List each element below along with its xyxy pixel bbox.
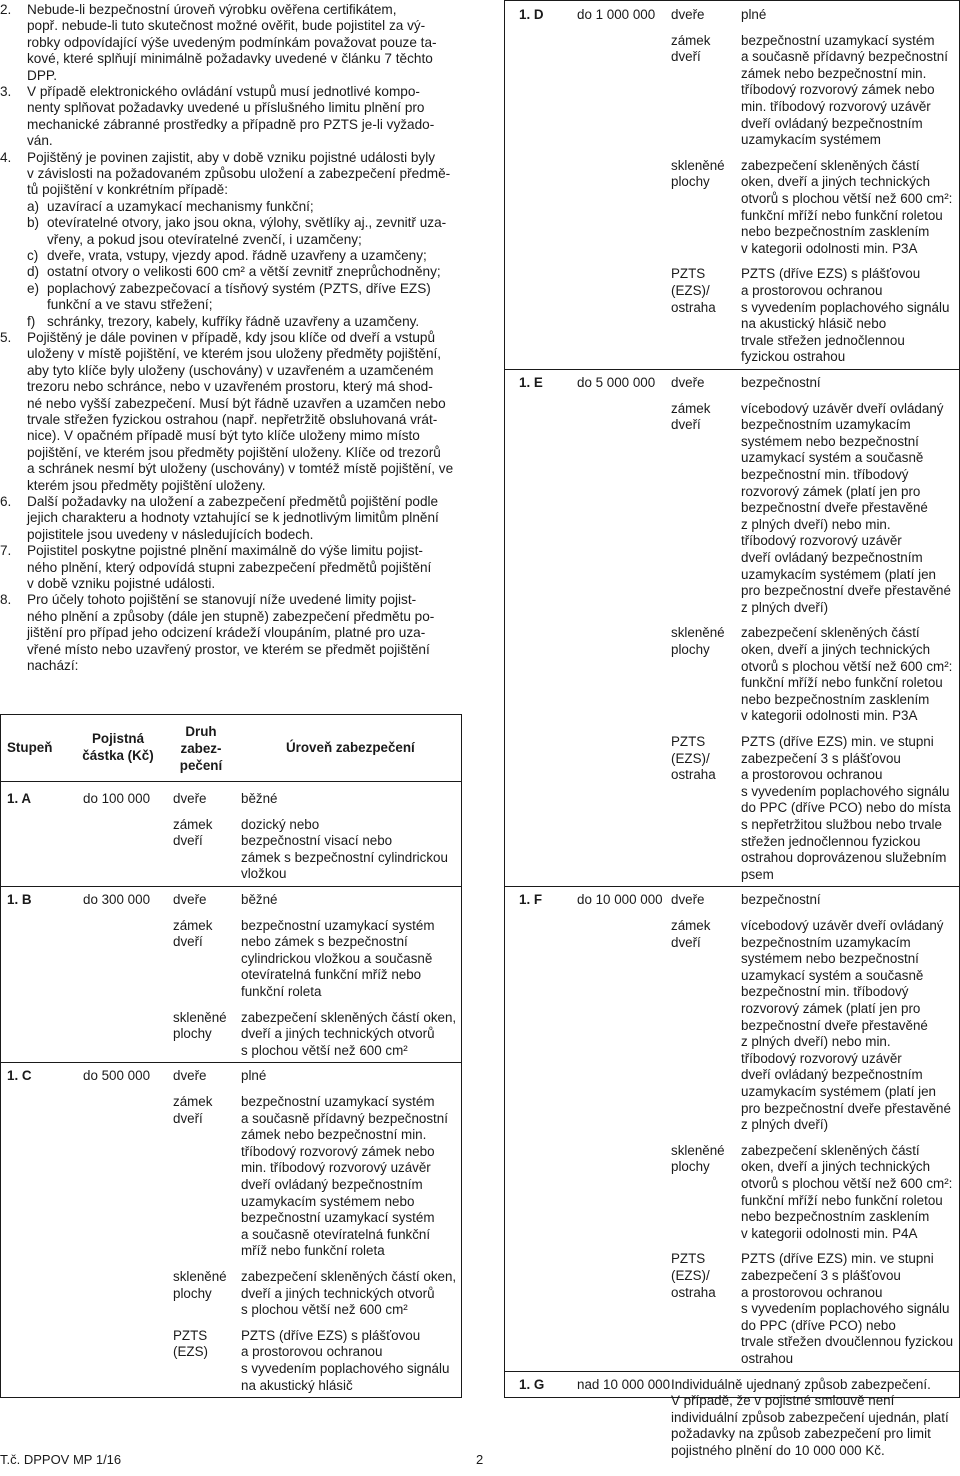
numbered-paragraph	[0, 494, 489, 543]
paragraph-line: nachází:	[27, 658, 79, 674]
paragraph-line: jejich charakteru a hodnoty vztahující se k jednotlivým limitům plnění	[27, 510, 439, 526]
row-type-line: zámek	[671, 400, 711, 416]
row-type-line: (EZS)/	[671, 283, 710, 298]
row-desc-line: psem	[741, 866, 774, 882]
row-type-line: zámek	[173, 816, 213, 832]
insured-amount: do 5 000 000	[577, 375, 656, 390]
row-type-line: dveří	[671, 934, 701, 950]
paragraph-subitem	[27, 314, 489, 330]
row-desc-line: oken, dveří a jiných technických	[741, 642, 931, 657]
paragraph-number: 3.	[0, 84, 12, 99]
row-desc-line: zámek nebo bezpečnostní min.	[741, 65, 927, 81]
row-desc-line: vložkou	[241, 866, 287, 882]
paragraph-line: trvale střežen fyzickou ostrahou (např. nepřetržitě obsluhovaná vrát-	[27, 412, 438, 428]
row-desc-line: PZTS (dříve EZS) s plášťovou	[741, 266, 921, 282]
paragraph-line: ván.	[27, 133, 53, 149]
stage-note-line: pojistného plnění do 10 000 000 Kč.	[671, 1443, 885, 1458]
row-desc-line: a prostorovou ochranou	[741, 283, 883, 298]
row-desc-line: bezpečnostní uzamykací systém	[241, 1210, 435, 1226]
level-label: běžné	[241, 892, 278, 907]
row-desc-line: dveří a jiných technických otvorů	[241, 1026, 435, 1042]
section-divider	[505, 1371, 959, 1372]
row-desc-line: systémem nebo bezpečnostní	[741, 433, 919, 449]
paragraph-line: vřené místo nebo uzavřený prostor, ve kterém se předmět pojištění	[27, 641, 430, 657]
paragraph-line: uloženy v místě pojištění, ve kterém jsou uloženy předměty pojištění,	[27, 346, 442, 362]
row-desc-line: zabezpečení skleněných částí	[741, 1142, 920, 1158]
row-type-line: zámek	[671, 32, 711, 48]
paragraph-number: 4.	[0, 149, 12, 165]
row-desc-line: cylindrickou vložkou a současně	[241, 950, 433, 966]
paragraph-line: ného plnění a způsoby (dále jen stupně) zabezpečení předmětu po-	[27, 608, 435, 624]
header-uroven: Úroveň zabezpečení	[286, 740, 415, 755]
paragraph-line: kové, které splňují minimálně požadavky uvedené v článku 7 těchto	[27, 51, 433, 67]
row-desc-line: bezpečnostní uzamykací systém	[741, 32, 935, 48]
row-desc-line: tříbodový rozvorový uzávěr	[741, 533, 902, 549]
row-desc-line: do PPC (dříve PCO) nebo	[741, 1317, 896, 1333]
paragraph-line: trezoru nebo schránce, nebo v uzavřeném prostoru, který má shod-	[27, 379, 433, 395]
row-desc-line: zabezpečení skleněných částí	[741, 157, 920, 173]
row-desc-line: s nepřetržitou službou nebo trvale	[741, 817, 942, 832]
row-desc-line: v kategorii odolnosti min. P4A	[741, 1225, 918, 1241]
row-desc-line: uzamykací systém a současně	[741, 967, 924, 983]
subitem-line: ostatní otvory o velikosti 600 cm² a větší zevnitř zneprůchodněny;	[47, 264, 441, 280]
row-desc-line: otvorů s plochou větší než 600 cm²:	[741, 658, 953, 674]
subitem-line: uzavírací a uzamykací mechanismy funkční;	[47, 198, 314, 214]
insured-amount: do 500 000	[83, 1068, 151, 1084]
row-desc-line: z plných dveří) nebo min.	[741, 516, 891, 532]
section-divider	[505, 886, 959, 887]
header-divider	[1, 781, 461, 782]
stage-label: 1. D	[519, 7, 544, 22]
numbered-paragraph	[0, 592, 489, 674]
footer-doc-id: T.č. DPPOV MP 1/16	[0, 1452, 122, 1467]
row-desc-line: střežen jednočlennou fyzickou	[741, 833, 921, 849]
stage-note-line: Individuálně ujednaný způsob zabezpečení.	[671, 1376, 931, 1392]
header-castka: Pojistná částka (Kč)	[82, 731, 154, 763]
row-desc-line: zabezpečení skleněných částí	[741, 625, 920, 641]
paragraph-subitem	[27, 281, 489, 314]
numbered-paragraph	[0, 2, 489, 84]
row-type-line: PZTS	[671, 266, 706, 282]
paragraph-line: Pojištěný je povinen zajistit, aby v době vzniku pojistné události byly	[27, 149, 436, 165]
row-desc-line: uzamykacím systémem (platí jen	[741, 566, 936, 582]
paragraph-line: DPP.	[27, 67, 57, 83]
row-desc-line: bezpečnostní uzamykací systém	[241, 917, 435, 933]
row-desc-line: bezpečnostním uzamykacím	[741, 417, 911, 433]
row-desc-line: funkční mříží nebo funkční roletou	[741, 675, 943, 691]
row-desc-line: otevíratelná funkční mříž nebo	[241, 967, 422, 983]
row-desc-line: bezpečnostní uzamykací systém	[241, 1094, 435, 1109]
row-type-line: PZTS	[173, 1327, 208, 1343]
paragraph-line: mechanické zábranné prostředky a případně pro PZTS je-li vyžado-	[27, 116, 435, 132]
paragraph-line: nenty splňovat požadavky uvedené u příslušného limitu plnění pro	[27, 100, 425, 116]
paragraph-number: 5.	[0, 330, 12, 345]
row-desc-line: rozvorový zámek (platí jen pro	[741, 1001, 921, 1016]
paragraph-line: jištění pro případ jeho odcizení krádeží vloupáním, platné pro uza-	[27, 625, 426, 641]
row-desc-line: tříbodový rozvorový uzávěr	[741, 1050, 902, 1066]
row-desc-line: dozický nebo	[241, 816, 320, 832]
stage-label: 1. B	[7, 892, 32, 907]
row-desc-line: s vyvedením poplachového signálu	[241, 1361, 450, 1376]
row-desc-line: z plných dveří)	[741, 599, 829, 615]
subitem-line: dveře, vrata, vstupy, vjezdy apod. řádně uzavřeny a uzamčeny;	[47, 248, 427, 264]
subitem-line: poplachový zabezpečovací a tísňový systém (PZTS, dříve EZS)	[47, 280, 431, 296]
paragraph-number: 7.	[0, 543, 12, 559]
row-desc-line: a současně přídavný bezpečnostní	[241, 1110, 448, 1126]
section-divider	[505, 369, 959, 370]
subitem-label: c)	[27, 248, 39, 264]
row-desc-line: s vyvedením poplachového signálu	[741, 783, 950, 799]
paragraph-line: a schránek nesmí být uloženy (uschovány) v tomtéž místě pojištění, ve	[27, 461, 454, 477]
row-desc-line: otvorů s plochou větší než 600 cm²:	[741, 191, 953, 206]
row-type-line: dveří	[173, 833, 203, 849]
row-type-line: skleněné	[671, 157, 725, 173]
header-stupen: Stupeň	[7, 740, 53, 755]
stage-note-line: požadavky na způsob zabezpečení pro limit	[671, 1426, 931, 1442]
insured-amount: do 1 000 000	[577, 7, 656, 22]
row-type-line: zámek	[173, 1094, 213, 1109]
subitem-label: d)	[27, 264, 40, 280]
numbered-paragraph	[0, 84, 489, 150]
row-desc-line: uzamykacím systémem nebo	[241, 1193, 415, 1209]
level-label: bezpečnostní	[741, 375, 821, 390]
insured-amount: do 10 000 000	[577, 892, 663, 908]
paragraph-line: V případě elektronického ovládání vstupů musí jednotlivé kompo-	[27, 84, 420, 99]
row-type-line: plochy	[671, 174, 710, 190]
level-label: běžné	[241, 791, 278, 806]
row-desc-line: zabezpečení skleněných částí oken,	[241, 1009, 457, 1025]
row-type-line: plochy	[173, 1026, 212, 1042]
row-desc-line: bezpečnostní min. tříbodový	[741, 467, 909, 482]
row-desc-line: s plochou větší než 600 cm²	[241, 1042, 408, 1058]
row-desc-line: a prostorovou ochranou	[741, 1284, 883, 1300]
row-type-line: skleněné	[671, 625, 725, 641]
paragraph-subitem	[27, 248, 489, 264]
row-desc-line: funkční roleta	[241, 984, 322, 999]
subitem-label: a)	[27, 198, 40, 214]
row-desc-line: do PPC (dříve PCO) nebo do místa	[741, 800, 951, 816]
subitem-line: otevíratelné otvory, jako jsou okna, výlohy, světlíky aj., zevnitř uza-	[47, 215, 447, 231]
type-label: dveře	[173, 1068, 207, 1084]
row-type-line: dveří	[671, 417, 701, 433]
paragraph-line: pojištění, ve kterém jsou předměty pojištění uloženy. Klíče od trezorů	[27, 444, 441, 460]
row-desc-line: a prostorovou ochranou	[741, 767, 883, 783]
insured-amount: nad 10 000 000	[577, 1376, 671, 1392]
paragraph-line: Nebude-li bezpečnostní úroveň výrobku ověřena certifikátem,	[27, 2, 397, 17]
subitem-line: schránky, trezory, kabely, kufříky řádně uzavřeny a uzamčeny.	[47, 313, 420, 329]
row-desc-line: vícebodový uzávěr dveří ovládaný	[741, 400, 944, 416]
row-type-line: zámek	[671, 918, 711, 933]
security-levels-table-right	[504, 0, 960, 1458]
row-desc-line: oken, dveří a jiných technických	[741, 174, 931, 190]
row-desc-line: min. tříbodový rozvorový uzávěr	[241, 1160, 431, 1176]
security-levels-table-left	[0, 714, 462, 1398]
row-desc-line: uzamykací systém a současně	[741, 450, 924, 466]
type-label: dveře	[671, 375, 705, 390]
paragraph-line: tů pojištění v konkrétním případě:	[27, 182, 228, 198]
row-desc-line: nebo bezpečnostním zasklením	[741, 691, 930, 707]
row-desc-line: otvorů s plochou větší než 600 cm²:	[741, 1176, 953, 1191]
row-type-line: (EZS)/	[671, 1268, 710, 1283]
row-type-line: ostraha	[671, 767, 716, 783]
type-label: dveře	[173, 791, 207, 806]
subitem-label: b)	[27, 215, 40, 231]
row-type-line: dveří	[671, 49, 701, 65]
row-type-line: skleněné	[173, 1009, 227, 1025]
stage-label: 1. A	[7, 791, 32, 806]
row-desc-line: zabezpečení 3 s plášťovou	[741, 750, 901, 766]
row-desc-line: min. tříbodový rozvorový uzávěr	[741, 99, 931, 114]
row-desc-line: fyzickou ostrahou	[741, 349, 846, 365]
row-type-line: skleněné	[671, 1142, 725, 1158]
stage-note-line: individuální způsob zabezpečení ujednán, platí	[671, 1409, 949, 1425]
row-desc-line: a současně otevíratelná funkční	[241, 1226, 431, 1242]
row-desc-line: mříž nebo funkční roleta	[241, 1243, 385, 1259]
paragraph-line: Pojistitel poskytne pojistné plnění maximálně do výše limitu pojist-	[27, 543, 423, 559]
stage-label: 1. E	[519, 375, 543, 390]
paragraph-line: pojistitele jsou uvedeny v následujících bodech.	[27, 526, 314, 542]
paragraph-line: kterém jsou předměty pojištění uloženy.	[27, 477, 266, 493]
numbered-paragraph	[0, 330, 489, 494]
row-desc-line: zabezpečení skleněných částí oken,	[241, 1269, 457, 1284]
row-desc-line: oken, dveří a jiných technických	[741, 1159, 931, 1175]
row-desc-line: a současně přídavný bezpečnostní	[741, 49, 948, 65]
paragraph-line: Další požadavky na uložení a zabezpečení předmětů pojištění podle	[27, 494, 439, 509]
paragraph-line: popř. nebude-li tuto skutečnost možné ověřit, bude pojistitel za vý-	[27, 18, 426, 34]
row-desc-line: zámek nebo bezpečnostní min.	[241, 1127, 427, 1143]
section-divider	[1, 1062, 461, 1063]
paragraph-number: 8.	[0, 592, 12, 608]
paragraph-line: v závislosti na požadovaném způsobu uložení a zabezpečení předmě-	[27, 166, 451, 181]
row-desc-line: a prostorovou ochranou	[241, 1344, 383, 1360]
row-type-line: (EZS)/	[671, 750, 710, 766]
subitem-line: vřeny, a pokud jsou otevíratelné zvenčí, i uzamčeny;	[47, 231, 362, 247]
row-desc-line: uzamykacím systémem (platí jen	[741, 1084, 936, 1099]
row-desc-line: z plných dveří) nebo min.	[741, 1034, 891, 1050]
row-type-line: zámek	[173, 917, 213, 933]
paragraph-line: Pro účely tohoto pojištění se stanovují níže uvedené limity pojist-	[27, 592, 417, 608]
row-desc-line: dveří ovládaný bezpečnostním	[741, 550, 923, 565]
row-desc-line: PZTS (dříve EZS) min. ve stupni	[741, 734, 934, 749]
row-desc-line: uzamykacím systémem	[741, 132, 881, 148]
subitem-label: e)	[27, 280, 40, 296]
paragraph-subitem	[27, 264, 489, 280]
type-label: dveře	[173, 892, 207, 907]
row-desc-line: PZTS (dříve EZS) min. ve stupni	[741, 1251, 934, 1267]
row-type-line: ostraha	[671, 299, 716, 315]
paragraph-line: aby tyto klíče byly uloženy (uschovány) v uzavřeném a uzamčeném	[27, 362, 434, 378]
stage-label: 1. G	[519, 1376, 545, 1392]
footer-page-number: 2	[476, 1452, 484, 1467]
paragraph-line: né nebo vyšší zabezpečení. Musí být řádně uzavřen a uzamčen nebo	[27, 395, 446, 411]
numbered-paragraph	[0, 150, 489, 330]
row-desc-line: systémem nebo bezpečnostní	[741, 951, 919, 967]
row-type-line: (EZS)	[173, 1344, 208, 1360]
paragraph-number: 2.	[0, 2, 12, 17]
row-desc-line: funkční mříží nebo funkční roletou	[741, 1192, 943, 1208]
subitem-label: f)	[27, 313, 36, 329]
row-desc-line: tříbodový rozvorový zámek nebo	[241, 1143, 435, 1159]
row-desc-line: funkční mříží nebo funkční roletou	[741, 207, 943, 223]
row-type-line: dveří	[173, 1110, 203, 1126]
level-label: plné	[741, 7, 767, 22]
row-desc-line: dveří ovládaný bezpečnostním	[241, 1177, 423, 1192]
paragraph-number: 6.	[0, 494, 12, 509]
row-desc-line: dveří ovládaný bezpečnostním	[741, 115, 923, 131]
row-desc-line: rozvorový zámek (platí jen pro	[741, 483, 921, 499]
row-desc-line: pro bezpečnostní dveře přestavěné	[741, 1100, 951, 1116]
row-desc-line: pro bezpečnostní dveře přestavěné	[741, 583, 951, 599]
insured-amount: do 300 000	[83, 892, 151, 907]
row-type-line: dveří	[173, 934, 203, 950]
row-desc-line: s vyvedením poplachového signálu	[741, 299, 950, 315]
section-divider	[1, 886, 461, 887]
row-desc-line: nebo zámek s bezpečnostní	[241, 934, 408, 950]
row-desc-line: z plných dveří)	[741, 1117, 829, 1133]
row-type-line: plochy	[173, 1285, 212, 1301]
paragraph-line: nice). V opačném případě musí být tyto klíče uloženy mimo místo	[27, 428, 420, 444]
type-label: dveře	[671, 892, 705, 908]
row-desc-line: trvale střežen dvoučlennou fyzickou	[741, 1334, 954, 1350]
row-type-line: plochy	[671, 642, 710, 657]
row-type-line: skleněné	[173, 1269, 227, 1284]
row-desc-line: na akustický hlásič	[241, 1377, 353, 1393]
row-type-line: plochy	[671, 1159, 710, 1175]
level-label: bezpečnostní	[741, 892, 821, 908]
row-desc-line: ostrahou	[741, 1351, 794, 1366]
row-type-line: PZTS	[671, 734, 706, 749]
row-desc-line: vícebodový uzávěr dveří ovládaný	[741, 918, 944, 933]
row-desc-line: v kategorii odolnosti min. P3A	[741, 708, 918, 724]
row-desc-line: nebo bezpečnostním zasklením	[741, 224, 930, 240]
stage-label: 1. F	[519, 892, 543, 908]
subitem-line: funkční a ve stavu střežení;	[47, 297, 213, 313]
paragraph-line: robky odpovídající výše uvedeným podmínkám považovat pouze ta-	[27, 34, 437, 50]
paragraph-line: ného plnění, který odpovídá stupni zabezpečení předmětů pojištění	[27, 559, 432, 575]
paragraph-line: Pojištěný je dále povinen v případě, kdy jsou klíče od dveří a vstupů	[27, 330, 436, 345]
row-desc-line: nebo bezpečnostním zasklením	[741, 1209, 930, 1225]
row-desc-line: zámek s bezpečnostní cylindrickou	[241, 849, 448, 865]
level-label: plné	[241, 1068, 267, 1084]
type-label: dveře	[671, 7, 705, 22]
row-desc-line: tříbodový rozvorový zámek nebo	[741, 82, 935, 98]
row-desc-line: bezpečnostní min. tříbodový	[741, 984, 909, 1000]
row-desc-line: bezpečnostní dveře přestavěné	[741, 500, 928, 516]
row-desc-line: s plochou větší než 600 cm²	[241, 1302, 408, 1318]
row-desc-line: dveří a jiných technických otvorů	[241, 1285, 435, 1301]
row-type-line: PZTS	[671, 1251, 706, 1267]
stage-note-line: V případě, že v pojistné smlouvě není	[671, 1393, 895, 1409]
numbered-paragraph	[0, 543, 489, 592]
row-desc-line: zabezpečení 3 s plášťovou	[741, 1268, 901, 1283]
row-desc-line: na akustický hlásič nebo	[741, 316, 887, 332]
row-type-line: ostraha	[671, 1284, 716, 1300]
row-desc-line: s vyvedením poplachového signálu	[741, 1301, 950, 1317]
stage-label: 1. C	[7, 1068, 32, 1084]
header-druh: Druh zabez- pečení	[179, 724, 223, 773]
paragraph-line: v době vzniku pojistné události.	[27, 576, 216, 591]
row-desc-line: v kategorii odolnosti min. P3A	[741, 240, 918, 256]
row-desc-line: bezpečnostním uzamykacím	[741, 934, 911, 950]
row-desc-line: PZTS (dříve EZS) s plášťovou	[241, 1327, 421, 1343]
row-desc-line: bezpečnostní visací nebo	[241, 833, 393, 849]
row-desc-line: dveří ovládaný bezpečnostním	[741, 1067, 923, 1083]
paragraph-subitem	[27, 199, 489, 215]
table-header	[1, 715, 461, 781]
row-desc-line: ostrahou doprovázenou služebním	[741, 850, 947, 866]
insured-amount: do 100 000	[83, 791, 151, 806]
row-desc-line: trvale střežen jednočlennou	[741, 332, 905, 348]
paragraph-subitem	[27, 215, 489, 248]
row-desc-line: bezpečnostní dveře přestavěné	[741, 1017, 928, 1033]
